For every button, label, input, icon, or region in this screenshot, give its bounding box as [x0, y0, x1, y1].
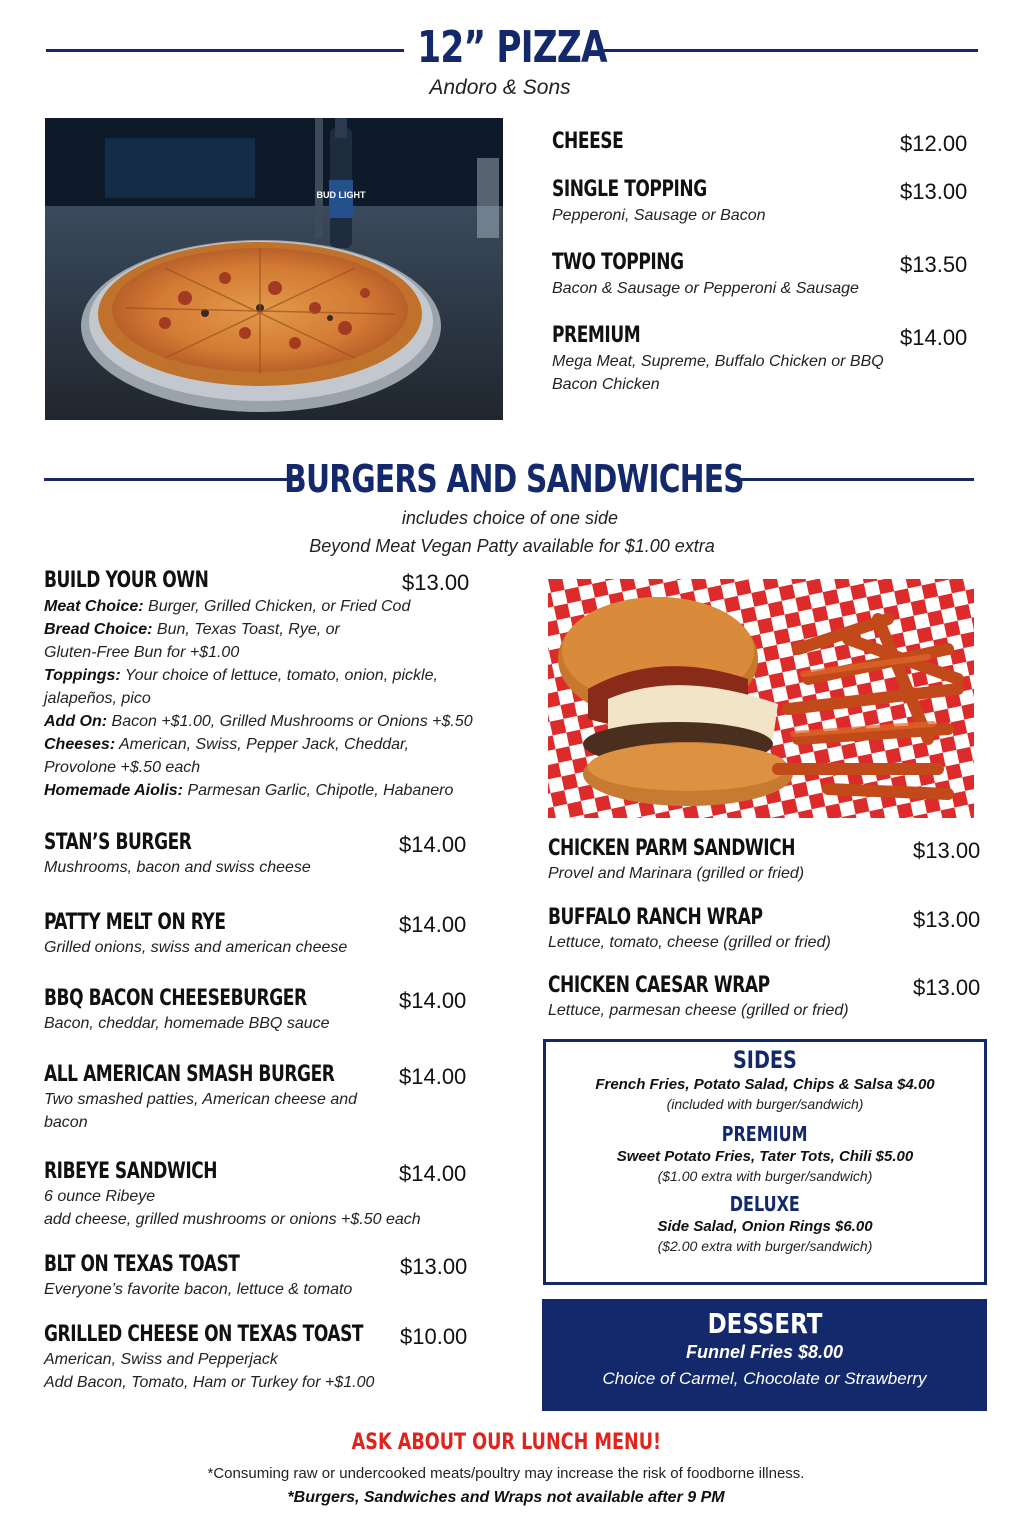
item-name: ALL AMERICAN SMASH BURGER: [44, 1062, 335, 1087]
burger-item-build-your-own: [44, 568, 504, 802]
item-description-cont: bacon: [44, 1114, 88, 1131]
item-name: BUFFALO RANCH WRAP: [548, 905, 763, 930]
item-name: GRILLED CHEESE ON TEXAS TOAST: [44, 1322, 364, 1347]
item-name: STAN’S BURGER: [44, 830, 192, 855]
dessert-item: Funnel Fries $8.00: [685, 1342, 844, 1362]
burger-item-bbq-bacon: [44, 986, 467, 1035]
item-description: Bacon, cheddar, homemade BBQ sauce: [44, 1015, 330, 1032]
byo-meat-line: [44, 595, 504, 618]
burger-item-grilled-cheese: [44, 1322, 504, 1394]
item-price: $14.00: [399, 832, 467, 857]
byo-cheeses-line: [44, 733, 504, 756]
sides-deluxe-line: Side Salad, Onion Rings $6.00: [657, 1218, 873, 1235]
item-price: $13.00: [913, 907, 981, 932]
item-name: CHICKEN CAESAR WRAP: [548, 973, 770, 998]
byo-bread-label: Bread Choice:: [44, 621, 153, 638]
byo-meat-label: Meat Choice:: [44, 598, 144, 615]
byo-toppings-line-2: jalapeños, pico: [44, 690, 151, 707]
burgers-note-side: includes choice of one side: [401, 508, 619, 528]
item-price: $13.00: [900, 179, 968, 204]
item-description: Grilled onions, swiss and american cheese: [44, 939, 348, 956]
item-description: Everyone’s favorite bacon, lettuce & tomato: [44, 1281, 353, 1298]
byo-cheeses-value: American, Swiss, Pepper Jack, Cheddar,: [115, 736, 409, 753]
pizza-photo-art: [45, 118, 503, 420]
item-name: BBQ BACON CHEESEBURGER: [44, 986, 307, 1011]
item-price: $13.00: [402, 570, 470, 595]
byo-bread-line-2: Gluten-Free Bun for +$1.00: [44, 644, 240, 661]
sides-basic-note: (included with burger/sandwich): [666, 1096, 864, 1112]
burger-item-blt: [44, 1252, 468, 1301]
burger-item-stans: [44, 830, 467, 879]
item-price: $14.00: [399, 988, 467, 1013]
sides-box: [543, 1039, 987, 1285]
item-price: $14.00: [399, 1064, 467, 1089]
item-price: $13.00: [913, 975, 981, 1000]
lunch-callout-text: ASK ABOUT OUR LUNCH MENU!: [351, 1430, 661, 1455]
lunch-callout: [0, 1430, 1012, 1455]
item-price: $10.00: [400, 1324, 468, 1349]
food-safety-warning: *Consuming raw or undercooked meats/poultry may increase the risk of foodborne illness.: [207, 1465, 805, 1482]
item-price: $14.00: [399, 1161, 467, 1186]
item-description: 6 ounce Ribeye: [44, 1188, 156, 1205]
pizza-subtitle: Andoro & Sons: [429, 76, 571, 99]
byo-meat-value: Burger, Grilled Chicken, or Fried Cod: [143, 598, 411, 615]
item-description: American, Swiss and Pepperjack: [44, 1351, 278, 1368]
sides-basic-line: French Fries, Potato Salad, Chips & Salsa $4.00: [595, 1076, 935, 1093]
burger-photo: [548, 579, 974, 818]
item-description: Mushrooms, bacon and swiss cheese: [44, 859, 311, 876]
item-description: Bacon & Sausage or Pepperoni & Sausage: [552, 280, 859, 297]
item-description: Lettuce, tomato, cheese (grilled or fried): [548, 934, 831, 951]
byo-addon-label: Add On:: [44, 713, 108, 730]
byo-cheeses-label: Cheeses:: [44, 736, 116, 753]
sandwich-item-chicken-parm: [548, 836, 981, 885]
item-description: Two smashed patties, American cheese and: [44, 1091, 358, 1108]
burger-item-ribeye: [44, 1159, 504, 1231]
byo-toppings-label: Toppings:: [44, 667, 121, 684]
item-name: PREMIUM: [552, 323, 641, 348]
item-name: CHICKEN PARM SANDWICH: [548, 836, 796, 861]
pizza-item-single-topping: [552, 177, 972, 227]
item-name: PATTY MELT ON RYE: [44, 910, 226, 935]
byo-aiolis-label: Homemade Aiolis:: [44, 782, 183, 799]
burger-item-smash: [44, 1062, 467, 1134]
burgers-note-vegan: Beyond Meat Vegan Patty available for $1.00 extra: [309, 536, 715, 556]
pizza-item-premium: [552, 323, 972, 396]
item-name: TWO TOPPING: [552, 250, 684, 275]
sandwich-item-buffalo-ranch: [548, 905, 981, 954]
item-description: Provel and Marinara (grilled or fried): [548, 865, 805, 882]
item-description: Lettuce, parmesan cheese (grilled or fried): [548, 1002, 849, 1019]
dessert-box: [542, 1299, 987, 1411]
pizza-item-two-topping: [552, 250, 972, 300]
byo-bread-value: Bun, Texas Toast, Rye, or: [152, 621, 340, 638]
dessert-note: Choice of Carmel, Chocolate or Strawberry: [602, 1369, 927, 1388]
byo-bread-line: [44, 618, 504, 641]
byo-cheeses-line-2: Provolone +$.50 each: [44, 759, 201, 776]
bottle-label: BUD LIGHT: [316, 190, 366, 200]
sides-deluxe-note: ($2.00 extra with burger/sandwich): [657, 1238, 873, 1254]
sandwich-item-chicken-caesar: [548, 973, 981, 1022]
dessert-title: DESSERT: [707, 1307, 822, 1340]
hours-notice: *Burgers, Sandwiches and Wraps not available after 9 PM: [287, 1489, 725, 1506]
item-price: $13.50: [900, 252, 968, 277]
sides-deluxe-title: DELUXE: [729, 1192, 801, 1216]
byo-aiolis-value: Parmesan Garlic, Chipotle, Habanero: [183, 782, 454, 799]
item-name: SINGLE TOPPING: [552, 177, 707, 202]
item-price: $13.00: [913, 838, 981, 863]
sides-premium-title: PREMIUM: [722, 1122, 808, 1146]
item-name: BUILD YOUR OWN: [44, 568, 209, 593]
sides-title: SIDES: [733, 1046, 797, 1074]
item-price: $12.00: [900, 131, 968, 156]
byo-addon-line: [44, 710, 504, 733]
sides-premium-line: Sweet Potato Fries, Tater Tots, Chili $5.00: [616, 1148, 914, 1165]
byo-aiolis-line: [44, 779, 504, 802]
item-description-cont: Add Bacon, Tomato, Ham or Turkey for +$1.00: [44, 1374, 375, 1391]
sides-premium-note: ($1.00 extra with burger/sandwich): [657, 1168, 873, 1184]
item-price: $14.00: [399, 912, 467, 937]
pizza-title: 12” PIZZA: [417, 22, 607, 73]
byo-toppings-value: Your choice of lettuce, tomato, onion, pickle,: [120, 667, 438, 684]
item-name: BLT ON TEXAS TOAST: [44, 1252, 240, 1277]
item-name: CHEESE: [552, 129, 624, 154]
burger-item-patty-melt: [44, 910, 467, 959]
item-price: $14.00: [900, 325, 968, 350]
item-description: Pepperoni, Sausage or Bacon: [552, 207, 766, 224]
item-price: $13.00: [400, 1254, 468, 1279]
byo-addon-value: Bacon +$1.00, Grilled Mushrooms or Onions +$.50: [107, 713, 473, 730]
byo-toppings-line: [44, 664, 504, 687]
pizza-photo: [45, 118, 503, 420]
item-description-cont: Bacon Chicken: [552, 376, 660, 393]
burgers-title: BURGERS AND SANDWICHES: [284, 457, 744, 501]
item-description-cont: add cheese, grilled mushrooms or onions +$.50 each: [44, 1211, 421, 1228]
item-name: RIBEYE SANDWICH: [44, 1159, 218, 1184]
item-description: Mega Meat, Supreme, Buffalo Chicken or BBQ: [552, 353, 884, 370]
burger-photo-art: [548, 579, 974, 818]
pizza-item-cheese: [552, 129, 972, 154]
